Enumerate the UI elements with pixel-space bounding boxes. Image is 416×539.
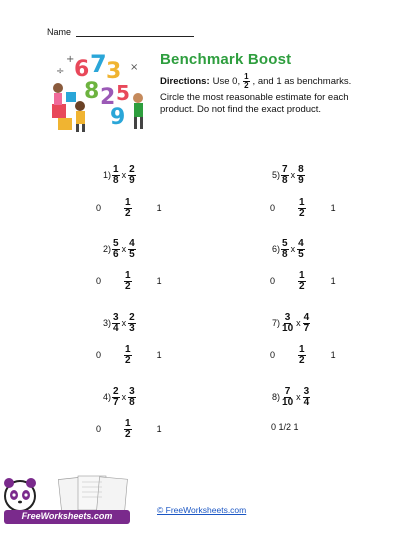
problem-number: 4) — [103, 392, 112, 402]
problem-number: 6) — [272, 244, 281, 254]
problem-number: 2) — [103, 244, 112, 254]
name-line[interactable] — [76, 36, 194, 37]
choice-one[interactable]: 1 — [330, 350, 336, 360]
times-sign: x — [296, 318, 301, 328]
choice-zero[interactable]: 0 — [270, 350, 276, 360]
fraction-a: $\frac{7}{8}$ — [282, 164, 288, 186]
directions — [160, 73, 360, 116]
svg-text:+: + — [66, 54, 75, 65]
footer-link[interactable]: © FreeWorksheets.com — [157, 505, 247, 515]
choices-8 — [271, 422, 299, 432]
choice-half[interactable]: $\frac{1}{2}$ — [125, 344, 131, 366]
worksheet-title: Benchmark Boost — [160, 51, 292, 68]
svg-text:×: × — [130, 62, 139, 73]
fraction-a: $\frac{7}{10}$ — [282, 386, 294, 408]
problem-3 — [103, 312, 136, 334]
fraction-b: $\frac{3}{4}$ — [303, 386, 310, 408]
problem-5 — [272, 164, 305, 186]
fraction-b: $\frac{8}{9}$ — [298, 164, 304, 186]
svg-text:6: 6 — [74, 57, 90, 82]
problem-number: 1) — [103, 170, 112, 180]
choice-zero[interactable]: 0 — [96, 203, 102, 213]
choice-zero[interactable]: 0 — [96, 350, 102, 360]
problem-8 — [272, 386, 310, 408]
problem-7 — [272, 312, 310, 334]
choices-7 — [270, 344, 336, 366]
directions-label: Directions: — [160, 75, 210, 87]
svg-text:5: 5 — [116, 81, 130, 105]
svg-text:9: 9 — [110, 105, 126, 130]
choices-3 — [96, 344, 162, 366]
problem-6 — [272, 238, 305, 260]
directions-half-fraction: $\frac{1}{2}$ — [244, 72, 249, 90]
svg-text:8: 8 — [84, 79, 100, 104]
svg-text:÷: ÷ — [56, 66, 65, 77]
choice-half[interactable]: $\frac{1}{2}$ — [299, 270, 305, 292]
times-sign: x — [121, 392, 127, 402]
choice-one[interactable]: 1 — [330, 203, 336, 213]
svg-text:2: 2 — [100, 85, 116, 110]
choice-zero[interactable]: 0 — [96, 424, 102, 434]
fraction-b: $\frac{2}{3}$ — [129, 312, 135, 334]
choices-5 — [270, 197, 336, 219]
choice-half[interactable]: $\frac{1}{2}$ — [125, 418, 131, 440]
fraction-b: $\frac{4}{5}$ — [298, 238, 304, 260]
problem-number: 3) — [103, 318, 112, 328]
problem-number: 5) — [272, 170, 281, 180]
choice-half[interactable]: $\frac{1}{2}$ — [125, 197, 131, 219]
choice-zero[interactable]: 0 — [96, 276, 102, 286]
fraction-a: $\frac{2}{7}$ — [113, 386, 119, 408]
fraction-b: $\frac{4}{7}$ — [303, 312, 310, 334]
choices-6 — [270, 270, 336, 292]
times-sign: x — [121, 318, 127, 328]
times-sign: x — [290, 244, 296, 254]
choice-zero[interactable]: 0 — [270, 203, 276, 213]
problem-1 — [103, 164, 136, 186]
choice-half[interactable]: $\frac{1}{2}$ — [299, 197, 305, 219]
fraction-a: $\frac{5}{8}$ — [282, 238, 288, 260]
times-sign: x — [290, 170, 296, 180]
fraction-a: $\frac{1}{8}$ — [113, 164, 119, 186]
choice-one[interactable]: 1 — [156, 350, 162, 360]
choices-1 — [96, 197, 162, 219]
problem-4 — [103, 386, 136, 408]
svg-text:7: 7 — [90, 50, 107, 78]
choice-text[interactable]: 0 1/2 1 — [271, 422, 299, 432]
fraction-b: $\frac{2}{9}$ — [129, 164, 135, 186]
choice-one[interactable]: 1 — [156, 276, 162, 286]
svg-text:3: 3 — [106, 59, 122, 84]
times-sign: x — [121, 170, 127, 180]
choice-one[interactable]: 1 — [156, 424, 162, 434]
choice-half[interactable]: $\frac{1}{2}$ — [125, 270, 131, 292]
directions-body: Circle the most reasonable estimate for each product. Do not find the exact product. — [160, 92, 349, 115]
problem-2 — [103, 238, 136, 260]
choice-one[interactable]: 1 — [156, 203, 162, 213]
choices-4 — [96, 418, 162, 440]
fraction-b: $\frac{4}{5}$ — [129, 238, 135, 260]
fraction-a: $\frac{3}{10}$ — [282, 312, 294, 334]
choice-zero[interactable]: 0 — [270, 276, 276, 286]
directions-and-text: , and 1 as benchmarks. — [252, 75, 352, 87]
choice-one[interactable]: 1 — [330, 276, 336, 286]
name-label: Name — [47, 27, 72, 37]
choices-2 — [96, 270, 162, 292]
problem-number: 7) — [272, 318, 281, 328]
choice-half[interactable]: $\frac{1}{2}$ — [299, 344, 305, 366]
freeworksheets-logo — [2, 472, 142, 534]
fraction-a: $\frac{3}{4}$ — [113, 312, 119, 334]
directions-use-text: Use 0, — [212, 75, 241, 87]
kids-numbers-illustration — [44, 48, 152, 134]
times-sign: x — [296, 392, 301, 402]
logo-text: FreeWorksheets.com — [21, 511, 113, 521]
times-sign: x — [121, 244, 127, 254]
fraction-b: $\frac{3}{8}$ — [129, 386, 135, 408]
problem-number: 8) — [272, 392, 281, 402]
fraction-a: $\frac{5}{6}$ — [113, 238, 119, 260]
